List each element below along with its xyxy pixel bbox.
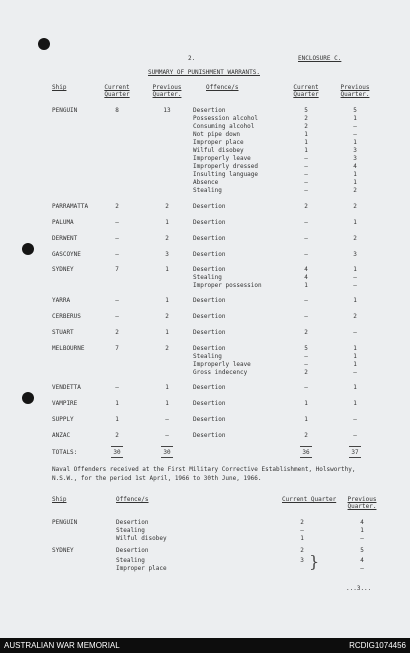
paragraph-line-2: N.S.W., for the period 1st April, 1966 to 30th June, 1966. xyxy=(52,475,262,482)
offence-current-count: – xyxy=(304,163,308,170)
ship-previous-count: 1 xyxy=(165,266,169,273)
ship-previous-count: 1 xyxy=(165,219,169,226)
offence-previous-count: 1 xyxy=(353,297,357,304)
offence-previous-count: – xyxy=(353,432,357,439)
offence-name: Improperly leave xyxy=(193,155,251,162)
offence-name: Improperly dressed xyxy=(193,163,259,170)
offence-current-count: 4 xyxy=(304,274,308,281)
offence-name: Desertion xyxy=(116,519,149,526)
offence-name: Desertion xyxy=(116,547,149,554)
offence-name: Consuming alcohol xyxy=(193,123,255,130)
offence-current-count: – xyxy=(304,361,308,368)
header-previous-quarter: Previous xyxy=(152,84,182,91)
ship-name: SYDNEY xyxy=(52,266,74,273)
offence-current-count: 2 xyxy=(304,123,308,130)
offence-current-count: 2 xyxy=(304,329,308,336)
header-current-quarter-2: Current xyxy=(293,84,319,91)
offence-current-count: 2 xyxy=(300,547,304,554)
total-rule xyxy=(161,457,173,458)
offence-current-count: 1 xyxy=(304,147,308,154)
offence-previous-count: 1 xyxy=(353,139,357,146)
ship-previous-count: – xyxy=(165,432,169,439)
offence-name: Wilful disobey xyxy=(193,147,244,154)
ship-previous-count: 2 xyxy=(165,345,169,352)
ship-name: PARRAMATTA xyxy=(52,203,89,210)
ship-previous-count: – xyxy=(165,416,169,423)
header-previous-quarter: Quarter. xyxy=(152,91,182,98)
offence-current-count: – xyxy=(304,297,308,304)
offence-name: Stealing xyxy=(116,527,145,534)
offence-name: Insulting language xyxy=(193,171,259,178)
offence-name: Desertion xyxy=(193,432,226,439)
ship-previous-count: 1 xyxy=(165,384,169,391)
offence-previous-count: 2 xyxy=(353,235,357,242)
totals-current-2: 36 xyxy=(302,449,310,456)
offence-current-count: 2 xyxy=(304,432,308,439)
total-rule xyxy=(349,446,361,447)
document-title: SUMMARY OF PUNISHMENT WARRANTS. xyxy=(148,69,260,76)
offence-previous-count: 4 xyxy=(353,163,357,170)
offence-name: Desertion xyxy=(193,107,226,114)
ship-current-count: – xyxy=(115,235,119,242)
totals-previous: 30 xyxy=(163,449,171,456)
ship-current-count: 7 xyxy=(115,345,119,352)
total-rule xyxy=(349,457,361,458)
offence-name: Desertion xyxy=(193,251,226,258)
offence-current-count: – xyxy=(304,353,308,360)
offence-previous-count: – xyxy=(353,329,357,336)
header-previous-quarter-2: Quarter. xyxy=(340,91,370,98)
ship-name: ANZAC xyxy=(52,432,71,439)
ship-current-count: – xyxy=(115,251,119,258)
offence-previous-count: 2 xyxy=(353,313,357,320)
ship-name: PENGUIN xyxy=(52,107,78,114)
offence-name: Stealing xyxy=(193,353,222,360)
footer-record-id: RCDIG1074456 xyxy=(349,641,406,650)
ship-current-count: 2 xyxy=(115,329,119,336)
offence-current-count: – xyxy=(304,251,308,258)
ship-previous-count: 2 xyxy=(165,203,169,210)
total-rule xyxy=(300,457,312,458)
offence-name: Improper place xyxy=(116,565,167,572)
punch-hole-middle xyxy=(22,243,34,255)
offence-current-count: – xyxy=(304,179,308,186)
offence-previous-count: 2 xyxy=(353,203,357,210)
ship-name: VENDETTA xyxy=(52,384,81,391)
offence-previous-count: 1 xyxy=(353,219,357,226)
archive-footer xyxy=(0,638,410,653)
offence-current-count: – xyxy=(300,527,304,534)
offence-current-count: 1 xyxy=(304,282,308,289)
offence-previous-count: 3 xyxy=(353,147,357,154)
offence-name: Stealing xyxy=(193,187,222,194)
header-previous-quarter: Previous xyxy=(347,496,377,503)
ship-current-count: 1 xyxy=(115,416,119,423)
offence-name: Desertion xyxy=(193,400,226,407)
offence-name: Wilful disobey xyxy=(116,535,167,542)
ship-previous-count: 1 xyxy=(165,400,169,407)
ship-name: STUART xyxy=(52,329,74,336)
header-current-quarter-2: Quarter xyxy=(293,91,319,98)
offence-current-count: 5 xyxy=(304,107,308,114)
offence-name: Desertion xyxy=(193,219,226,226)
offence-current-count: 1 xyxy=(304,131,308,138)
brace-mark: } xyxy=(309,552,320,571)
offence-previous-count: – xyxy=(353,282,357,289)
offence-current-count: 2 xyxy=(304,203,308,210)
offence-name: Improper possession xyxy=(193,282,262,289)
ship-name: SYDNEY xyxy=(52,547,74,554)
offence-previous-count: – xyxy=(353,416,357,423)
offence-previous-count: – xyxy=(353,274,357,281)
offence-name: Stealing xyxy=(116,557,145,564)
ship-current-count: – xyxy=(115,384,119,391)
offence-current-count: 1 xyxy=(304,139,308,146)
offence-previous-count: 1 xyxy=(353,400,357,407)
header-previous-quarter-2: Previous xyxy=(340,84,370,91)
ship-current-count: – xyxy=(115,219,119,226)
offence-current-count: 2 xyxy=(304,369,308,376)
totals-previous-2: 37 xyxy=(351,449,359,456)
ship-name: VAMPIRE xyxy=(52,400,78,407)
offence-name: Desertion xyxy=(193,329,226,336)
offence-name: Desertion xyxy=(193,266,226,273)
paragraph-line-1: Naval Offenders received at the First Military Corrective Establishment, Holsworthy, xyxy=(52,466,356,473)
total-rule xyxy=(111,457,123,458)
ship-current-count: 2 xyxy=(115,203,119,210)
offence-current-count: 4 xyxy=(304,266,308,273)
offence-previous-count: 3 xyxy=(353,155,357,162)
ship-name: DERWENT xyxy=(52,235,78,242)
total-rule xyxy=(300,446,312,447)
offence-previous-count: 3 xyxy=(353,251,357,258)
offence-current-count: – xyxy=(304,313,308,320)
offence-current-count: – xyxy=(304,187,308,194)
header-offences: Offence/s xyxy=(206,84,239,91)
ship-current-count: 2 xyxy=(115,432,119,439)
offence-name: Desertion xyxy=(193,384,226,391)
ship-current-count: 8 xyxy=(115,107,119,114)
footer-institution: AUSTRALIAN WAR MEMORIAL xyxy=(4,641,120,650)
ship-previous-count: 3 xyxy=(165,251,169,258)
offence-name: Desertion xyxy=(193,416,226,423)
page-number: 2. xyxy=(188,55,196,62)
offence-previous-count: 1 xyxy=(353,266,357,273)
offence-previous-count: 1 xyxy=(353,361,357,368)
totals-label: TOTALS: xyxy=(52,449,78,456)
offence-name: Desertion xyxy=(193,297,226,304)
total-rule xyxy=(111,446,123,447)
offence-previous-count: 5 xyxy=(360,547,364,554)
offence-previous-count: 1 xyxy=(353,171,357,178)
offence-previous-count: – xyxy=(353,369,357,376)
offence-current-count: – xyxy=(304,171,308,178)
punch-hole-bottom xyxy=(22,392,34,404)
totals-current: 30 xyxy=(113,449,121,456)
ship-current-count: 1 xyxy=(115,400,119,407)
header-current-quarter: Current xyxy=(104,84,130,91)
ship-name: SUPPLY xyxy=(52,416,74,423)
offence-previous-count: 4 xyxy=(360,519,364,526)
ship-current-count: 7 xyxy=(115,266,119,273)
offence-name: Improperly leave xyxy=(193,361,251,368)
ship-name: YARRA xyxy=(52,297,71,304)
offence-name: Improper place xyxy=(193,139,244,146)
ship-previous-count: 2 xyxy=(165,235,169,242)
header-current-quarter: Current Quarter xyxy=(282,496,337,503)
ship-current-count: – xyxy=(115,297,119,304)
offence-previous-count: 1 xyxy=(353,353,357,360)
ship-name: MELBOURNE xyxy=(52,345,85,352)
offence-name: Stealing xyxy=(193,274,222,281)
offence-current-count: 3 xyxy=(300,557,304,564)
offence-name: Desertion xyxy=(193,235,226,242)
offence-previous-count: 1 xyxy=(353,384,357,391)
ship-name: PALUMA xyxy=(52,219,74,226)
ship-name: PENGUIN xyxy=(52,519,78,526)
header-offences: Offence/s xyxy=(116,496,149,503)
ship-previous-count: 1 xyxy=(165,297,169,304)
ship-current-count: – xyxy=(115,313,119,320)
offence-current-count: – xyxy=(304,235,308,242)
offence-current-count: – xyxy=(304,155,308,162)
header-ship: Ship xyxy=(52,496,67,503)
offence-previous-count: 1 xyxy=(360,527,364,534)
header-current-quarter: Quarter xyxy=(104,91,130,98)
total-rule xyxy=(161,446,173,447)
offence-previous-count: – xyxy=(353,123,357,130)
offence-current-count: 2 xyxy=(304,115,308,122)
offence-previous-count: 2 xyxy=(353,187,357,194)
header-ship: Ship xyxy=(52,84,67,91)
offence-current-count: 2 xyxy=(300,519,304,526)
offence-name: Absence xyxy=(193,179,219,186)
continuation-marker: ...3... xyxy=(346,585,372,592)
offence-current-count: 1 xyxy=(304,416,308,423)
enclosure-label: ENCLOSURE C. xyxy=(298,55,342,62)
offence-previous-count: 4 xyxy=(360,557,364,564)
header-previous-quarter: Quarter. xyxy=(347,503,377,510)
offence-previous-count: – xyxy=(360,565,364,572)
offence-previous-count: 1 xyxy=(353,115,357,122)
ship-name: CERBERUS xyxy=(52,313,81,320)
offence-name: Desertion xyxy=(193,313,226,320)
offence-name: Desertion xyxy=(193,345,226,352)
offence-previous-count: 1 xyxy=(353,345,357,352)
offence-current-count: 1 xyxy=(300,535,304,542)
offence-current-count: – xyxy=(304,384,308,391)
offence-current-count: 5 xyxy=(304,345,308,352)
ship-previous-count: 13 xyxy=(163,107,171,114)
offence-previous-count: 1 xyxy=(353,179,357,186)
offence-name: Possession alcohol xyxy=(193,115,259,122)
offence-previous-count: – xyxy=(353,131,357,138)
offence-previous-count: 5 xyxy=(353,107,357,114)
ship-previous-count: 1 xyxy=(165,329,169,336)
ship-previous-count: 2 xyxy=(165,313,169,320)
punch-hole-top xyxy=(38,38,50,50)
offence-name: Gross indecency xyxy=(193,369,248,376)
ship-name: GASCOYNE xyxy=(52,251,81,258)
offence-previous-count: – xyxy=(360,535,364,542)
offence-current-count: 1 xyxy=(304,400,308,407)
offence-name: Desertion xyxy=(193,203,226,210)
offence-name: Not pipe down xyxy=(193,131,240,138)
offence-current-count: – xyxy=(304,219,308,226)
